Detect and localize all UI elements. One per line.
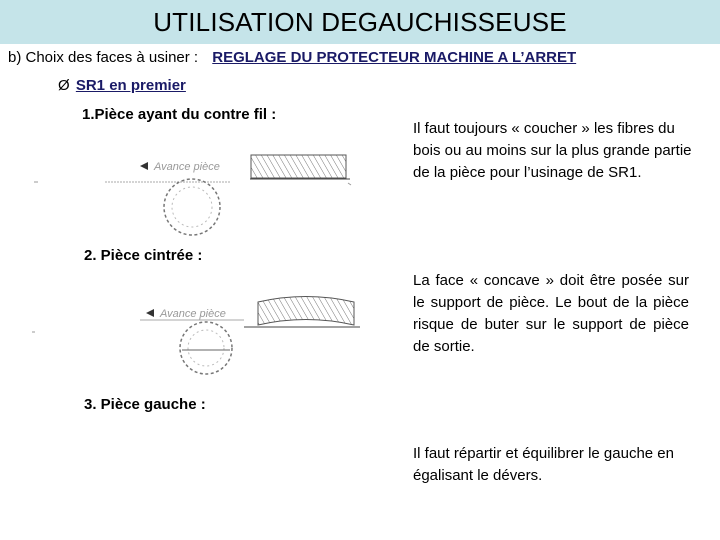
- piece-cintree-diagram: [30, 288, 360, 388]
- section-3-heading: 3. Pièce gauche :: [84, 396, 206, 413]
- section-2-text: La face « concave » doit être posée sur le support de pièce. Le bout de la pièce risque de buter sur le support de pièce de sortie.: [413, 272, 689, 355]
- arrow-left-icon: [140, 162, 148, 170]
- arrow-bullet-icon: Ø: [58, 77, 70, 94]
- page-title: UTILISATION DEGAUCHISSEUSE: [0, 0, 720, 44]
- section-1-text: Il faut toujours « coucher » les fibres du bois ou au moins sur la plus grande partie de la pièce pour l’usinage de SR1.: [413, 120, 692, 181]
- feed-direction-label: Avance pièce: [160, 308, 226, 320]
- curved-workpiece: [258, 297, 354, 326]
- subtitle: [8, 49, 576, 66]
- sr1-label: SR1 en premier: [75, 77, 186, 94]
- arrow-left-icon: [146, 309, 154, 317]
- contre-fil-diagram: [30, 135, 360, 240]
- subtitle-prefix: b) Choix des faces à usiner :: [8, 49, 199, 66]
- workpiece-grain: [251, 155, 346, 178]
- feed-direction-label: Avance pièce: [154, 161, 220, 173]
- section-3-text: Il faut répartir et équilibrer le gauche en égalisant le dévers.: [413, 445, 674, 484]
- sr1-bullet: [58, 77, 186, 94]
- section-2-heading: 2. Pièce cintrée :: [84, 247, 203, 264]
- subtitle-emphasis: REGLAGE DU PROTECTEUR MACHINE A L’ARRET: [212, 49, 577, 66]
- section-1-heading: 1.Pièce ayant du contre fil :: [82, 106, 277, 123]
